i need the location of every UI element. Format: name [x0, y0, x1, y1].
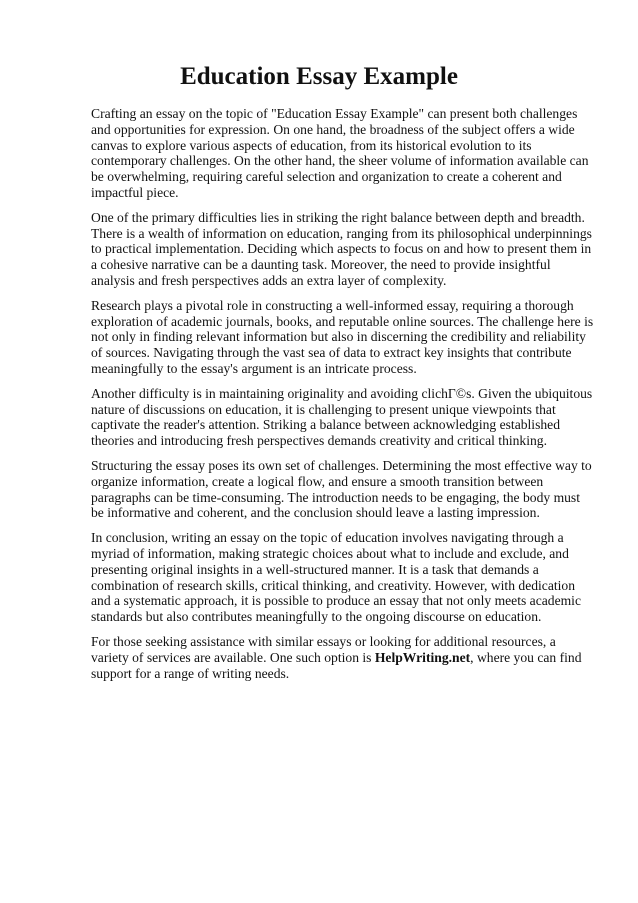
- paragraph-research: Research plays a pivotal role in constructing a well-informed essay, requiring a thorough exploration of academic journals, books, and reputable online sources. The challenge here is not only in finding relevant information but also in discerning the credibility and reliability of sources. Navigating through the vast sea of data to extract key insights that contribute meaningfully to the essay's argument is an intricate process.: [91, 297, 594, 376]
- paragraph-difficulties: One of the primary difficulties lies in striking the right balance between depth and breadth. There is a wealth of information on education, ranging from its philosophical underpinnings to practical implementation. Deciding which aspects to focus on and how to present them in a cohesive narrative can be a daunting task. Moreover, the need to provide insightful analysis and fresh perspectives adds an extra layer of complexity.: [91, 209, 592, 288]
- paragraph-originality: Another difficulty is in maintaining originality and avoiding clichГ©s. Given the ubiquitous nature of discussions on education, it is challenging to present unique viewpoints that captivate the reader's attention. Striking a balance between acknowledging established theories and introducing fresh perspectives demands creativity and critical thinking.: [91, 385, 593, 449]
- paragraph-structure: Structuring the essay poses its own set of challenges. Determining the most effective way to organize information, create a logical flow, and ensure a smooth transition between paragraphs can be time-consuming. The introduction needs to be engaging, the body must be informative and coherent, and the conclusion should leave a lasting impression.: [91, 457, 592, 521]
- paragraph-closing: [91, 634, 595, 681]
- paragraph-conclusion: In conclusion, writing an essay on the topic of education involves navigating through a myriad of information, making strategic choices about what to include and exclude, and presenting original insights in a well-structured manner. It is a task that demands a combination of research skills, critical thinking, and creativity. However, with dedication and a systematic approach, it is possible to produce an essay that not only meets academic standards but also contributes meaningfully to the ongoing discourse on education.: [91, 530, 581, 625]
- closing-text-after: , where you can find support for a range of writing needs.: [91, 649, 582, 681]
- paragraph-intro: Crafting an essay on the topic of "Education Essay Example" can present both challenges and opportunities for expression. On one hand, the broadness of the subject offers a wide canvas to explore various aspects of education, from its historical evolution to its contemporary challenges. On the other hand, the sheer volume of information available can be overwhelming, requiring careful selection and organization to create a coherent and impactful piece.: [91, 106, 589, 200]
- helpwriting-link[interactable]: HelpWriting.net: [374, 649, 471, 665]
- page-title: Education Essay Example: [180, 63, 458, 90]
- closing-text-before: For those seeking assistance with similar essays or looking for additional resources, a variety of services are available. One such option is: [91, 633, 556, 665]
